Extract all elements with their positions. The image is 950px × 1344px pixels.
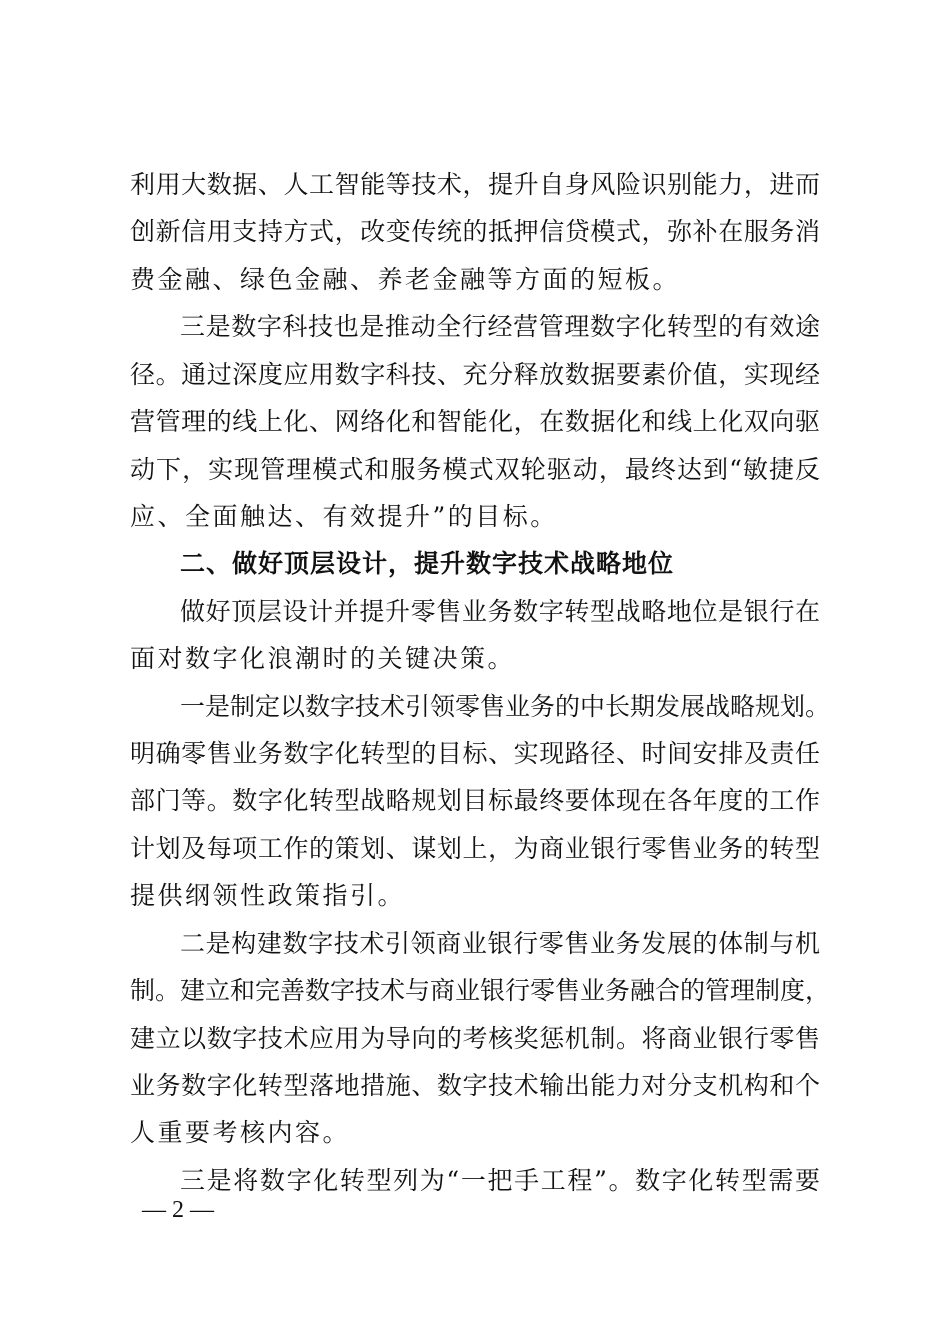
- paragraph-line: 做好顶层设计并提升零售业务数字转型战略地位是银行在: [180, 597, 820, 626]
- paragraph-line: 人重要考核内容。: [130, 1118, 351, 1147]
- paragraph-line: 径。通过深度应用数字科技、充分释放数据要素价值，实现经: [130, 360, 820, 389]
- paragraph-line: 业务数字化转型落地措施、数字技术输出能力对分支机构和个: [130, 1071, 820, 1100]
- paragraph-line: 三是数字科技也是推动全行经营管理数字化转型的有效途: [180, 312, 820, 341]
- paragraph-line: 建立以数字技术应用为导向的考核奖惩机制。将商业银行零售: [130, 1024, 820, 1053]
- paragraph-line: 提供纲领性政策指引。: [130, 881, 406, 910]
- paragraph-line: 费金融、绿色金融、养老金融等方面的短板。: [130, 265, 681, 294]
- paragraph-line: 二是构建数字技术引领商业银行零售业务发展的体制与机: [180, 929, 820, 958]
- paragraph-line: 明确零售业务数字化转型的目标、实现路径、时间安排及责任: [130, 739, 820, 768]
- paragraph-line: 三是将数字化转型列为“一把手工程”。数字化转型需要: [180, 1166, 820, 1195]
- paragraph-line: 面对数字化浪潮时的关键决策。: [130, 644, 516, 673]
- paragraph-line: 部门等。数字化转型战略规划目标最终要体现在各年度的工作: [130, 786, 820, 815]
- page-number: — 2 —: [142, 1197, 214, 1223]
- section-heading: 二、做好顶层设计，提升数字技术战略地位: [180, 549, 675, 578]
- paragraph-line: 计划及每项工作的策划、谋划上，为商业银行零售业务的转型: [130, 834, 820, 863]
- paragraph-line: 动下，实现管理模式和服务模式双轮驱动，最终达到“敏捷反: [130, 455, 820, 484]
- paragraph-line: 创新信用支持方式，改变传统的抵押信贷模式，弥补在服务消: [130, 217, 820, 246]
- paragraph-line: 应、全面触达、有效提升”的目标。: [130, 502, 558, 531]
- paragraph-line: 制。建立和完善数字技术与商业银行零售业务融合的管理制度，: [130, 976, 831, 1005]
- paragraph-line: 营管理的线上化、网络化和智能化，在数据化和线上化双向驱: [130, 407, 820, 436]
- paragraph-line: 一是制定以数字技术引领零售业务的中长期发展战略规划。: [180, 692, 831, 721]
- paragraph-line: 利用大数据、人工智能等技术，提升自身风险识别能力，进而: [130, 170, 820, 199]
